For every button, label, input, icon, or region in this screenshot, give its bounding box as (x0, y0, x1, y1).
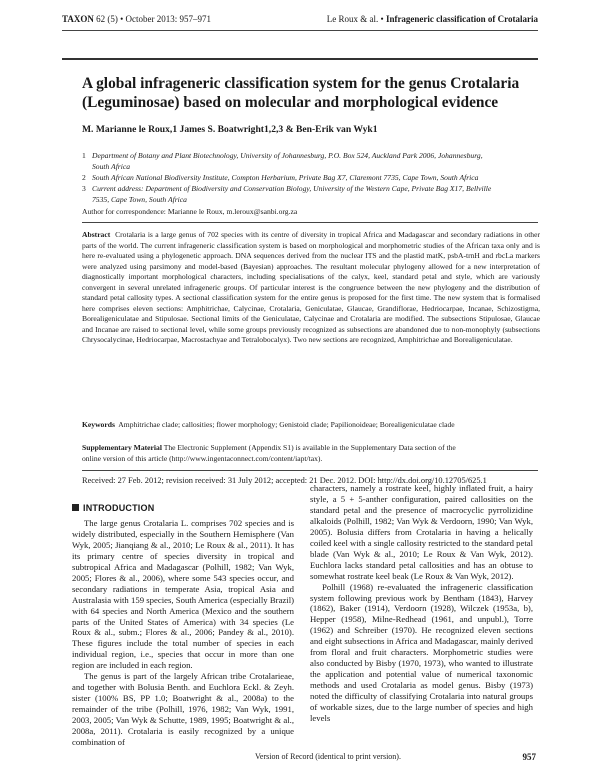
abstract (82, 230, 540, 346)
affiliation-number: 2 (82, 173, 86, 182)
dates-rule (82, 470, 538, 471)
paragraph: The large genus Crotalaria L. comprises 702 species and is widely distributed, especially in the Southern Hemisphere (Van Wyk, 2005; Jianqiang & al., 2010; Le Roux & al., 2011). It has its primary centre of species diversity in tropical and subtropical Africa and Madagascar (Polhill, 1982; Van Wyk, 2005; Flores & al., 2006), where some 543 species occur, and secondary radiations in temperate Asia, tropical Asia and Australasia with 159 species, South America (especially Brazil) with 64 species and North America (Mexico and the southern parts of the United States of America) with 34 species (Le Roux & al., subm.; Flores & al., 2006; Pandey & al., 2010). These figures include the total number of species in each individual region, i.e., species that occur in more than one region are included in each region. (72, 517, 294, 671)
left-column (72, 503, 294, 748)
right-column (310, 483, 533, 724)
header-right (327, 14, 538, 24)
keywords-text: Amphitrichae clade; callosities; flower morphology; Genistoid clade; Papilionoideae; Borealigeniculatae clade (118, 420, 455, 429)
title-top-rule (62, 58, 538, 60)
supplementary-material (82, 443, 540, 464)
journal-issue: 62 (5) • October 2013: 957–971 (96, 14, 211, 24)
abstract-rule (82, 222, 538, 223)
author-list: M. Marianne le Roux,1 James S. Boatwright1,2,3 & Ben-Erik van Wyk1 (82, 124, 378, 135)
supplementary-text: The Electronic Supplement (Appendix S1) is available in the Supplementary Data section of the (163, 443, 456, 452)
section-title: INTRODUCTION (83, 503, 155, 513)
keywords (82, 420, 540, 431)
title-line-2: (Leguminosae) based on molecular and morphological evidence (82, 94, 499, 111)
affiliation-number: 1 (82, 151, 86, 160)
version-note: Version of Record (identical to print version). (255, 752, 401, 761)
abstract-text: Crotalaria is a large genus of 702 species with its centre of diversity in tropical Africa and Madagascar and secondary radiations in other parts of the world. The current infrageneric classification system is based on morphological and morphometric studies of the African taxa only and is here re-evaluated using a phylogenetic approach. DNA sequences derived from the nuclear ITS and the plastid matK, psbA-trnH and rbcLa markers were analyzed using parsimony and model-based (Bayesian) approaches. The resultant molecular phylogeny allowed for a new interpretation of diagnostically important morphological characters, including specialisations of the calyx, keel, standard petal and style, which are variously convergent in several unrelated infrageneric groups. Of particular interest is the congruence between the new phylogeny and the distribution of standard petal callosity types. A sectional classification system for the entire genus is proposed for the first time. The new system that is formalised here comprises eleven sections: Amphitrichae, Calycinae, Crotalaria, Geniculatae, Glaucae, Grandiflorae, Hedriocarpae, Incanae, Schizostigma, Borealigeniculatae and Stipulosae. Sectional limits of the Geniculatae, Calycinae and Crotalaria are modified. The subsections Stipulosae, Glaucae and Incanae are raised to sectional level, while some groups previously recognized as subsections are abandoned due to non-monophyly (subsections Chrysocalycinae, Hedriocarpae, Macrostachyae and Tetralobocalyx). Two new sections are recognized, Amphitrichae and Borealigeniculatae. (82, 230, 540, 345)
header-authors: Le Roux & al. • (326, 14, 384, 24)
supplementary-text-cont: online version of this article (http://www.ingentaconnect.com/content/iapt/tax). (82, 453, 323, 463)
keywords-label: Keywords (82, 420, 115, 429)
running-header (62, 14, 538, 28)
correspondence-text: Author for correspondence: Marianne le Roux, m.leroux@sanbi.org.za (82, 207, 298, 216)
title-line-1: A global infrageneric classification system for the genus Crotalaria (82, 75, 520, 92)
journal-name: TAXON (62, 14, 94, 24)
page-number: 957 (522, 752, 536, 762)
affiliation-text: Current address: Department of Biodiversity and Conservation Biology, University of the Western Cape, Private Bag X17, Bellville (92, 184, 492, 193)
supplementary-label: Supplementary Material (82, 443, 162, 452)
affiliation-number: 3 (82, 184, 86, 193)
affiliation-2 (82, 173, 542, 184)
article-title (82, 74, 522, 112)
abstract-label: Abstract (82, 230, 111, 239)
section-square-icon (72, 504, 79, 511)
affiliation-text: South African National Biodiversity Institute, Compton Herbarium, Private Bag X7, Claremont 7735, Cape Town, South Africa (92, 173, 479, 182)
affiliation-1 (82, 151, 542, 172)
paragraph: characters, namely a rostrate keel, highly inflated fruit, a hairy style, a 5 + 5-anther configuration, paired callosities on the standard petal and the presence of macrocyclic pyrrolizidine alkaloids (Polhill, 1982; Van Wyk & Verdoorn, 1990; Van Wyk, 2005). Bolusia differs from Crotalaria in having a helically coiled keel with a single callosity restricted to the standard petal blade (Van Wyk & al., 2010; Le Roux & Van Wyk, 2012). Euchlora lacks standard petal callosities and has an obtuse to somewhat rostrate keel beak (Le Roux & Van Wyk, 2012). (310, 483, 533, 581)
section-heading (72, 503, 294, 514)
affiliation-text-cont: 7535, Cape Town, South Africa (92, 194, 187, 204)
correspondence (82, 207, 542, 218)
affiliation-text: Department of Botany and Plant Biotechnology, University of Johannesburg, P.O. Box 524, Auckland Park 2006, Johannesburg, (92, 151, 483, 160)
journal-citation (62, 14, 211, 24)
paragraph: The genus is part of the largely African tribe Crotalarieae, and together with Bolusia Benth. and Euchlora Eckl. & Zeyh. sister (100% BS, PP 1.0; Boatwright & al., 2008a) to the remainder of the tribe (Polhill, 1976, 1982; Van Wyk, 1991, 2003, 2005; Van Wyk & Schutte, 1989, 1995; Boatwright & al., 2008a, 2011). Crotalaria is easily recognized by a unique combination of (72, 671, 294, 748)
affiliation-3 (82, 184, 542, 205)
paragraph: Polhill (1968) re-evaluated the infrageneric classification system following previous work by Bentham (1843), Harvey (1862), Baker (1914), Verdoorn (1928), Wilczek (1953a, b), Hepper (1958), Milne-Redhead (1961, and unpubl.), Torre (1962) and Schreiber (1970). He recognized eleven sections and eight subsections in Africa and Madagascar, mainly derived from floral and fruit characters. Morphometric studies were also conducted by Bisby (1970, 1973), who wanted to illustrate the application and potential value of numerical taxonomic methods and used Crotalaria as model genus. Bisby (1973) noted the difficulty of classifying Crotalaria into natural groups of workable sizes, due to the large number of species and high levels (310, 581, 533, 724)
received-dates: Received: 27 Feb. 2012; revision received: 31 July 2012; accepted: 21 Dec. 2012. DOI: http://dx.doi.org/10.12705/625.1 (82, 476, 487, 485)
header-rule (62, 30, 538, 31)
header-short-title: Infrageneric classification of Crotalaria (385, 14, 538, 24)
affiliation-text-cont: South Africa (92, 161, 131, 171)
